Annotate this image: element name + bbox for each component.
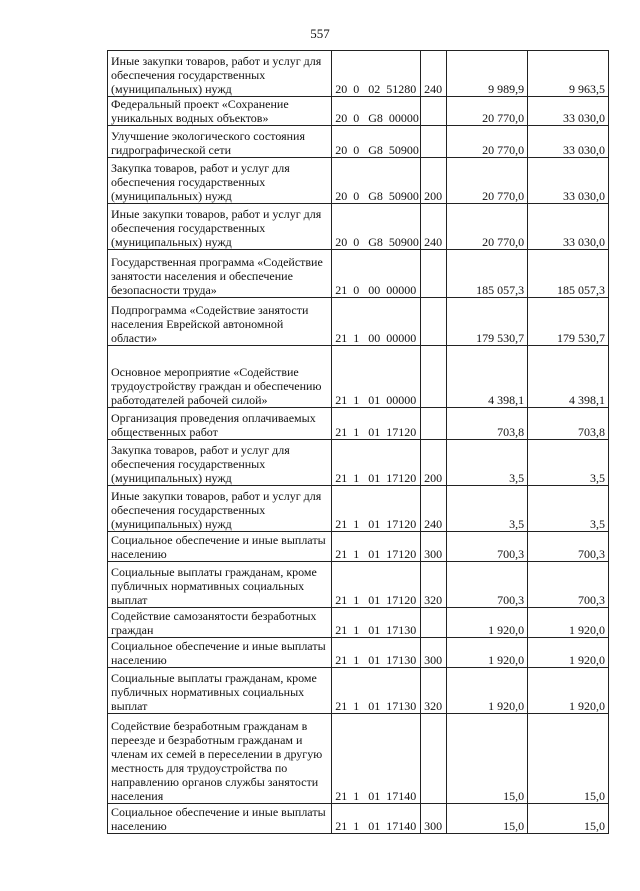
row-name-cell: Социальные выплаты гражданам, кроме публичных нормативных социальных выплат (108, 668, 332, 714)
table-row (108, 532, 609, 562)
table-row (108, 204, 609, 250)
row-value-2-cell: 33 030,0 (528, 158, 609, 204)
row-expense-type-cell: 200 (421, 440, 447, 486)
row-value-2-cell: 179 530,7 (528, 298, 609, 346)
row-name-cell: Улучшение экологического состояния гидрографической сети (108, 126, 332, 158)
row-expense-type-cell: 240 (421, 204, 447, 250)
row-value-1-cell: 703,8 (447, 408, 528, 440)
table-row (108, 250, 609, 298)
table-row (108, 126, 609, 158)
row-expense-type-cell: 320 (421, 668, 447, 714)
row-name-cell: Содействие безработным гражданам в переезде и безработным гражданам и членам их семей в переселении в другую местность для трудоустройства по направлению органов службы занятости населения (108, 714, 332, 804)
row-code-cell: 21 1 01 17130 (332, 638, 421, 668)
row-value-2-cell: 700,3 (528, 532, 609, 562)
row-value-2-cell: 1 920,0 (528, 638, 609, 668)
budget-table (107, 50, 609, 834)
row-value-1-cell: 3,5 (447, 440, 528, 486)
row-code-cell: 21 1 01 17120 (332, 532, 421, 562)
row-value-2-cell: 703,8 (528, 408, 609, 440)
row-code-cell: 20 0 G8 50900 (332, 204, 421, 250)
row-name-cell: Социальное обеспечение и иные выплаты населению (108, 804, 332, 834)
row-expense-type-cell (421, 97, 447, 126)
row-value-2-cell: 4 398,1 (528, 346, 609, 408)
row-value-1-cell: 20 770,0 (447, 126, 528, 158)
row-value-2-cell: 9 963,5 (528, 51, 609, 97)
table-row (108, 638, 609, 668)
row-code-cell: 21 1 01 17140 (332, 804, 421, 834)
table-row (108, 562, 609, 608)
row-code-cell: 21 1 00 00000 (332, 298, 421, 346)
row-value-1-cell: 700,3 (447, 532, 528, 562)
row-value-1-cell: 15,0 (447, 714, 528, 804)
row-code-cell: 21 1 01 17120 (332, 486, 421, 532)
row-expense-type-cell: 320 (421, 562, 447, 608)
row-code-cell: 21 1 01 00000 (332, 346, 421, 408)
table-row (108, 486, 609, 532)
row-expense-type-cell (421, 126, 447, 158)
row-expense-type-cell (421, 250, 447, 298)
row-name-cell: Государственная программа «Содействие занятости населения и обеспечение безопасности труда» (108, 250, 332, 298)
row-value-2-cell: 1 920,0 (528, 608, 609, 638)
row-value-1-cell: 4 398,1 (447, 346, 528, 408)
row-name-cell: Федеральный проект «Сохранение уникальных водных объектов» (108, 97, 332, 126)
row-value-1-cell: 20 770,0 (447, 204, 528, 250)
row-value-1-cell: 20 770,0 (447, 97, 528, 126)
row-value-2-cell: 15,0 (528, 804, 609, 834)
row-expense-type-cell (421, 298, 447, 346)
row-expense-type-cell: 240 (421, 486, 447, 532)
row-name-cell: Иные закупки товаров, работ и услуг для обеспечения государственных (муниципальных) нужд (108, 204, 332, 250)
row-code-cell: 20 0 02 51280 (332, 51, 421, 97)
table-row (108, 346, 609, 408)
budget-table-body (108, 51, 609, 834)
row-value-1-cell: 179 530,7 (447, 298, 528, 346)
row-value-2-cell: 3,5 (528, 486, 609, 532)
row-name-cell: Закупка товаров, работ и услуг для обеспечения государственных (муниципальных) нужд (108, 158, 332, 204)
row-value-2-cell: 185 057,3 (528, 250, 609, 298)
row-value-2-cell: 33 030,0 (528, 97, 609, 126)
row-code-cell: 21 0 00 00000 (332, 250, 421, 298)
row-name-cell: Организация проведения оплачиваемых общественных работ (108, 408, 332, 440)
row-code-cell: 21 1 01 17140 (332, 714, 421, 804)
row-name-cell: Социальные выплаты гражданам, кроме публичных нормативных социальных выплат (108, 562, 332, 608)
table-row (108, 97, 609, 126)
row-expense-type-cell: 200 (421, 158, 447, 204)
row-code-cell: 21 1 01 17120 (332, 440, 421, 486)
row-name-cell: Социальное обеспечение и иные выплаты населению (108, 532, 332, 562)
row-expense-type-cell: 300 (421, 532, 447, 562)
row-value-1-cell: 700,3 (447, 562, 528, 608)
table-row (108, 714, 609, 804)
table-row (108, 440, 609, 486)
row-value-1-cell: 185 057,3 (447, 250, 528, 298)
row-expense-type-cell (421, 714, 447, 804)
row-name-cell: Иные закупки товаров, работ и услуг для обеспечения государственных (муниципальных) нужд (108, 51, 332, 97)
row-value-2-cell: 33 030,0 (528, 126, 609, 158)
row-value-1-cell: 20 770,0 (447, 158, 528, 204)
row-code-cell: 21 1 01 17130 (332, 608, 421, 638)
row-expense-type-cell: 300 (421, 638, 447, 668)
row-expense-type-cell (421, 346, 447, 408)
row-code-cell: 21 1 01 17130 (332, 668, 421, 714)
row-value-2-cell: 33 030,0 (528, 204, 609, 250)
row-value-2-cell: 15,0 (528, 714, 609, 804)
row-expense-type-cell (421, 408, 447, 440)
row-expense-type-cell: 300 (421, 804, 447, 834)
table-row (108, 298, 609, 346)
row-code-cell: 21 1 01 17120 (332, 408, 421, 440)
table-row (108, 804, 609, 834)
table-row (108, 158, 609, 204)
row-name-cell: Основное мероприятие «Содействие трудоустройству граждан и обеспечению работодателей рабочей силой» (108, 346, 332, 408)
row-name-cell: Социальное обеспечение и иные выплаты населению (108, 638, 332, 668)
row-value-1-cell: 15,0 (447, 804, 528, 834)
row-value-1-cell: 1 920,0 (447, 608, 528, 638)
row-value-2-cell: 3,5 (528, 440, 609, 486)
row-value-1-cell: 1 920,0 (447, 668, 528, 714)
row-expense-type-cell (421, 608, 447, 638)
table-row (108, 408, 609, 440)
row-name-cell: Подпрограмма «Содействие занятости населения Еврейской автономной области» (108, 298, 332, 346)
row-value-1-cell: 9 989,9 (447, 51, 528, 97)
row-value-1-cell: 1 920,0 (447, 638, 528, 668)
row-name-cell: Закупка товаров, работ и услуг для обеспечения государственных (муниципальных) нужд (108, 440, 332, 486)
table-row (108, 51, 609, 97)
row-value-2-cell: 700,3 (528, 562, 609, 608)
row-value-2-cell: 1 920,0 (528, 668, 609, 714)
row-code-cell: 21 1 01 17120 (332, 562, 421, 608)
row-expense-type-cell: 240 (421, 51, 447, 97)
table-row (108, 608, 609, 638)
row-code-cell: 20 0 G8 50900 (332, 158, 421, 204)
row-value-1-cell: 3,5 (447, 486, 528, 532)
row-name-cell: Иные закупки товаров, работ и услуг для обеспечения государственных (муниципальных) нужд (108, 486, 332, 532)
row-name-cell: Содействие самозанятости безработных граждан (108, 608, 332, 638)
row-code-cell: 20 0 G8 00000 (332, 97, 421, 126)
page-number: 557 (310, 26, 330, 41)
row-code-cell: 20 0 G8 50900 (332, 126, 421, 158)
table-row (108, 668, 609, 714)
